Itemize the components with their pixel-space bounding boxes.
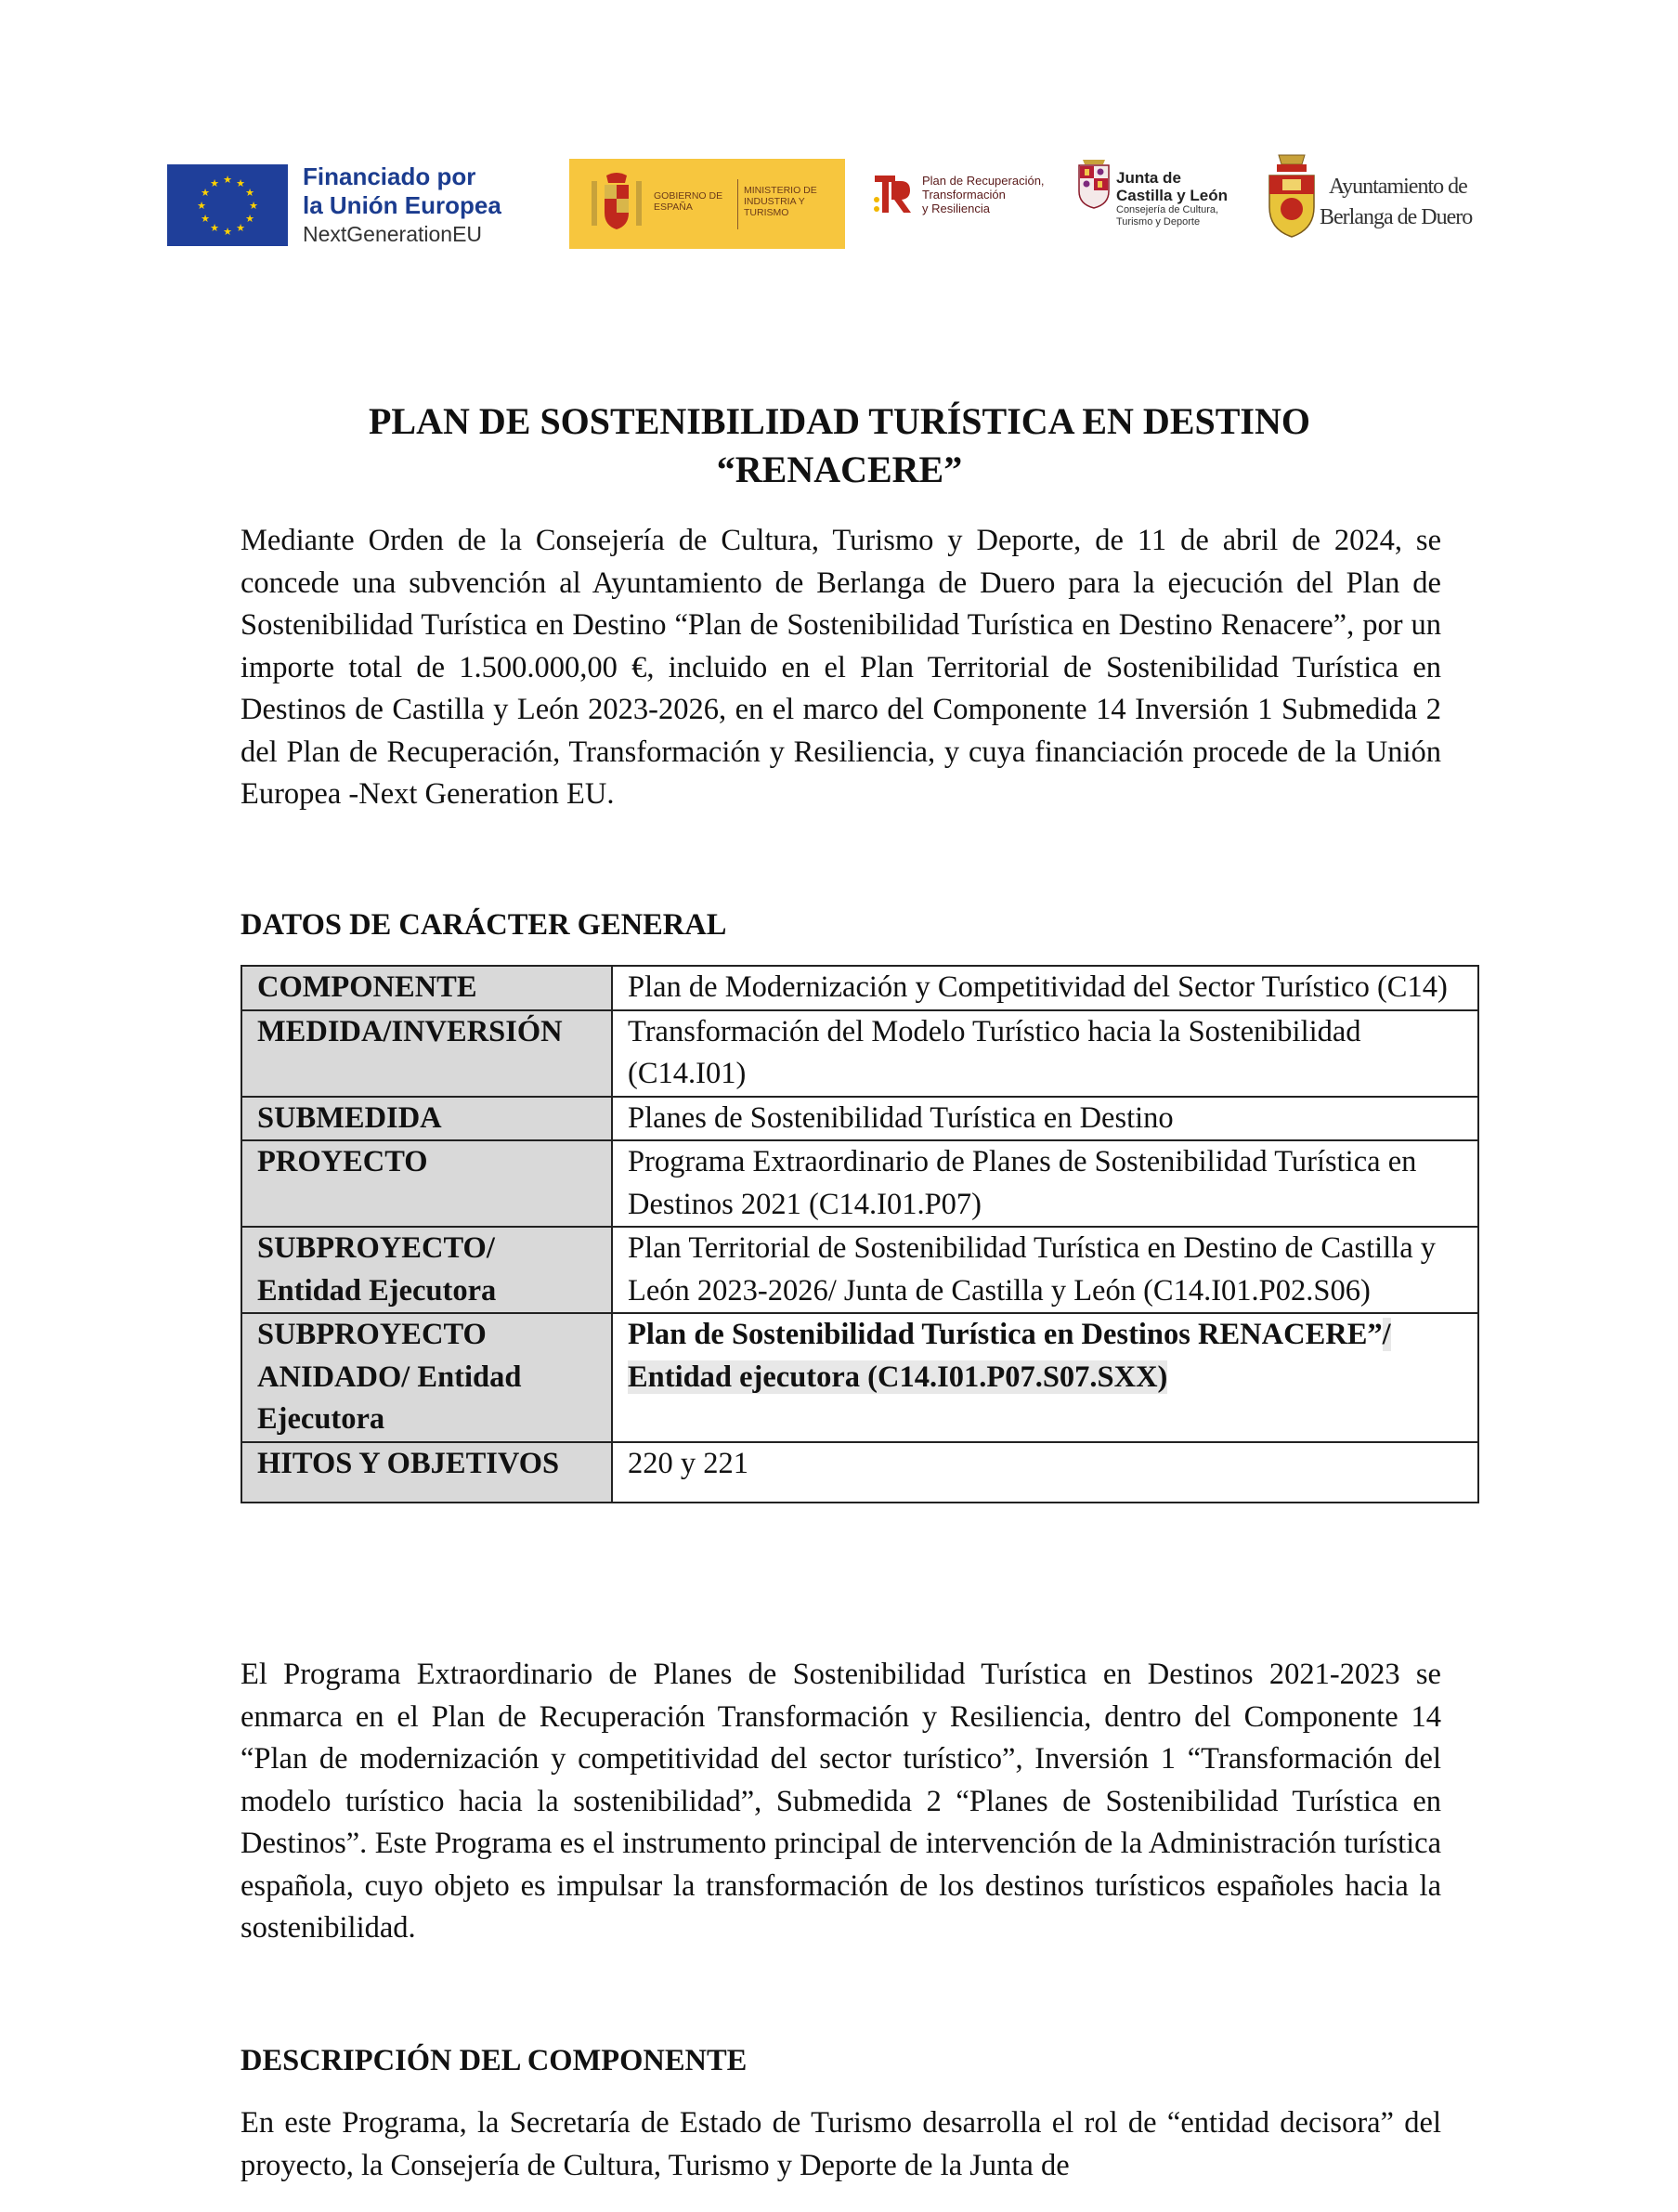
prtr-line2: Transformación <box>922 188 1006 202</box>
table-value: Transformación del Modelo Turístico hacia la Sostenibilidad (C14.I01) <box>612 1010 1478 1097</box>
table-key: SUBPROYECTO/ Entidad Ejecutora <box>241 1227 612 1313</box>
svg-text:★: ★ <box>201 213 210 225</box>
gobierno-label: GOBIERNO DE ESPAÑA <box>654 190 723 213</box>
eu-logo-line2: la Unión Europea <box>303 191 501 219</box>
table-value: 220 y 221 <box>612 1442 1478 1503</box>
intro-paragraph: Mediante Orden de la Consejería de Cultura, Turismo y Deporte, de 11 de abril de 2024, se concede una subvención al Ayuntamiento de Berlanga de Duero para la ejecución del Plan de Sostenibilidad Turística en Destino “Plan de Sostenibilidad Turística en Destino Renacere”, por un importe total de 1.500.000,00 €, incluido en el Plan Territorial de Sostenibilidad Turística en Destinos de Castilla y León 2023-2026, en el marco del Componente 14 Inversión 1 Submedida 2 del Plan de Recuperación, Transformación y Resiliencia, y cuya financiación procede de la Unión Europea -Next Generation EU. <box>241 524 1441 811</box>
svg-text:★: ★ <box>245 187 254 199</box>
prtr-line3: y Resiliencia <box>922 202 990 215</box>
table-value: Plan Territorial de Sostenibilidad Turística en Destino de Castilla y León 2023-2026/ Junta de Castilla y León (C14.I01.P02.S06) <box>612 1227 1478 1313</box>
table-row <box>241 1227 1478 1313</box>
spain-coat-of-arms-icon <box>588 172 645 237</box>
table-row <box>241 1442 1478 1503</box>
eu-logo-line3: NextGenerationEU <box>303 222 483 246</box>
table-value <box>612 1313 1478 1442</box>
ayto-line1: Ayuntamiento de <box>1329 175 1467 199</box>
table-row <box>241 966 1478 1010</box>
document-title <box>186 397 1493 494</box>
svg-text:★: ★ <box>223 226 232 238</box>
program-paragraph: El Programa Extraordinario de Planes de Sostenibilidad Turística en Destinos 2021-2023 se enmarca en el Plan de Recuperación Transformación y Resiliencia, dentro del Componente 14 “Plan de modernización y competitividad del sector turístico”, Inversión 1 “Transformación del modelo turístico hacia la sostenibilidad”, Submedida 2 “Planes de Sostenibilidad Turística en Destinos”. Este Programa es el instrumento principal de intervención de la Administración turística española, cuyo objeto es impulsar la transformación de los destinos turísticos españoles hacia la sostenibilidad. <box>241 1658 1441 1945</box>
svg-text:★: ★ <box>236 222 245 234</box>
eu-flag-icon <box>167 164 288 246</box>
general-data-table <box>241 965 1479 1503</box>
gobierno-divider <box>737 179 738 229</box>
table-key: HITOS Y OBJETIVOS <box>241 1442 612 1503</box>
table-row <box>241 1140 1478 1227</box>
table-key: COMPONENTE <box>241 966 612 1010</box>
table-row <box>241 1010 1478 1097</box>
junta-castilla-leon-logo <box>1077 158 1254 246</box>
jcyl-line3: Consejería de Cultura, <box>1116 204 1219 215</box>
table-row <box>241 1097 1478 1141</box>
logo-header <box>0 0 1678 279</box>
prtr-logo-icon <box>871 172 916 218</box>
section-heading-component: DESCRIPCIÓN DEL COMPONENTE <box>241 2044 748 2077</box>
table-value: Plan de Modernización y Competitividad del Sector Turístico (C14) <box>612 966 1478 1010</box>
ayuntamiento-berlanga-logo <box>1266 151 1507 244</box>
table-key: SUBMEDIDA <box>241 1097 612 1141</box>
eu-funding-logo <box>167 163 511 248</box>
gobierno-espana-logo <box>569 159 845 249</box>
jcyl-shield-icon <box>1077 160 1111 210</box>
svg-text:★: ★ <box>210 177 219 189</box>
jcyl-line4: Turismo y Deporte <box>1116 216 1201 228</box>
prtr-line1: Plan de Recuperación, <box>922 174 1045 188</box>
svg-text:★: ★ <box>245 213 254 225</box>
component-paragraph: En este Programa, la Secretaría de Estado de Turismo desarrolla el rol de “entidad decisora” del proyecto, la Consejería de Cultura, Turismo y Deporte de la Junta de <box>241 2106 1441 2182</box>
nested-subproject-entity: / Entidad ejecutora (C14.I01.P07.S07.SXX) <box>628 1318 1391 1394</box>
svg-text:★: ★ <box>236 177 245 189</box>
jcyl-line2: Castilla y León <box>1116 187 1228 204</box>
section-heading-general: DATOS DE CARÁCTER GENERAL <box>241 908 727 942</box>
eu-logo-line1: Financiado por <box>303 163 476 190</box>
table-value: Planes de Sostenibilidad Turística en Destino <box>612 1097 1478 1141</box>
prtr-logo <box>871 170 1075 226</box>
title-line1: PLAN DE SOSTENIBILIDAD TURÍSTICA EN DESTINO <box>368 400 1310 442</box>
berlanga-shield-icon <box>1266 151 1318 241</box>
svg-text:★: ★ <box>197 200 206 212</box>
table-key: MEDIDA/INVERSIÓN <box>241 1010 612 1097</box>
table-row <box>241 1313 1478 1442</box>
ministerio-label: MINISTERIO DE INDUSTRIA Y TURISMO <box>744 185 817 218</box>
svg-text:★: ★ <box>201 187 210 199</box>
nested-subproject-name: Plan de Sostenibilidad Turística en Destinos RENACERE” <box>628 1318 1383 1351</box>
table-key: SUBPROYECTO ANIDADO/ Entidad Ejecutora <box>241 1313 612 1442</box>
table-value: Programa Extraordinario de Planes de Sostenibilidad Turística en Destinos 2021 (C14.I01.P07) <box>612 1140 1478 1227</box>
svg-text:★: ★ <box>249 200 258 212</box>
ayto-line2: Berlanga de Duero <box>1320 205 1473 229</box>
svg-text:★: ★ <box>210 222 219 234</box>
jcyl-line1: Junta de <box>1116 169 1181 187</box>
svg-text:★: ★ <box>223 174 232 186</box>
table-key: PROYECTO <box>241 1140 612 1227</box>
title-line2: “RENACERE” <box>716 449 963 490</box>
